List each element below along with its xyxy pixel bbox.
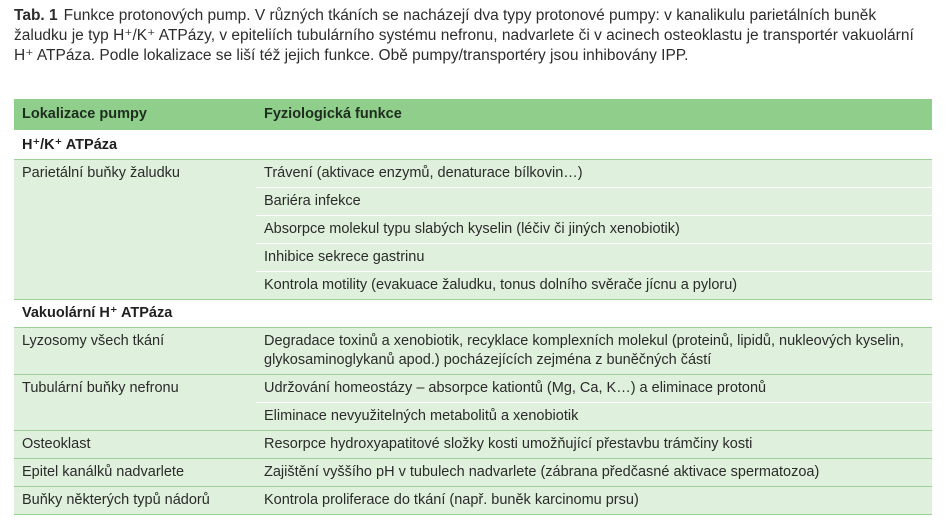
cell-localization: Buňky některých typů nádorů [14, 487, 256, 515]
cell-function: Udržování homeostázy – absorpce kationtů (Mg, Ca, K…) a eliminace protonů [256, 375, 932, 403]
cell-function: Trávení (aktivace enzymů, denaturace bílkovin…) [256, 160, 932, 188]
table-caption [14, 6, 929, 66]
cell-function: Inhibice sekrece gastrinu [256, 244, 932, 272]
group-title: H⁺/K⁺ ATPáza [14, 131, 932, 160]
header-function: Fyziologická funkce [256, 99, 932, 131]
table-row [14, 487, 932, 515]
header-localization: Lokalizace pumpy [14, 99, 256, 131]
table-row [14, 328, 932, 375]
cell-localization: Osteoklast [14, 431, 256, 459]
table-row [14, 431, 932, 459]
cell-function: Kontrola proliferace do tkání (např. buněk karcinomu prsu) [256, 487, 932, 515]
cell-function: Zajištění vyššího pH v tubulech nadvarlete (zábrana předčasné aktivace spermatozoa) [256, 459, 932, 487]
caption-label: Tab. 1 [14, 7, 58, 24]
table-row [14, 459, 932, 487]
table-row [14, 160, 932, 188]
cell-function: Eliminace nevyužitelných metabolitů a xenobiotik [256, 403, 932, 431]
cell-function: Degradace toxinů a xenobiotik, recyklace komplexních molekul (proteinů, lipidů, nukleových kyselin, glykosaminoglykanů apod.) pocházejících zejména z buněčných částí [256, 328, 932, 375]
group-row-vacuolar-atpase [14, 300, 932, 328]
cell-localization: Lyzosomy všech tkání [14, 328, 256, 375]
group-title: Vakuolární H⁺ ATPáza [14, 300, 932, 328]
cell-function: Resorpce hydroxyapatitové složky kosti umožňující přestavbu trámčiny kosti [256, 431, 932, 459]
cell-function: Absorpce molekul typu slabých kyselin (léčiv či jiných xenobiotik) [256, 216, 932, 244]
table-row [14, 375, 932, 403]
cell-localization: Parietální buňky žaludku [14, 160, 256, 300]
header-row [14, 99, 932, 131]
pump-function-table [14, 99, 932, 515]
cell-function: Kontrola motility (evakuace žaludku, tonus dolního svěrače jícnu a pyloru) [256, 272, 932, 300]
group-row-hk-atpase [14, 131, 932, 160]
cell-function: Bariéra infekce [256, 188, 932, 216]
cell-localization: Tubulární buňky nefronu [14, 375, 256, 431]
cell-localization: Epitel kanálků nadvarlete [14, 459, 256, 487]
caption-text: Funkce protonových pump. V různých tkáních se nacházejí dva typy protonové pumpy: v kanalikulu parietálních buněk žaludku je typ H⁺/K⁺ ATPázy, v epiteliích tubulárního systému nefronu, nadvarlete či v acinech osteoklastu je transportér vakuolární H⁺ ATPáza. Podle lokalizace se liší též jejich funkce. Obě pumpy/transportéry jsou inhibovány IPP. [14, 7, 914, 64]
